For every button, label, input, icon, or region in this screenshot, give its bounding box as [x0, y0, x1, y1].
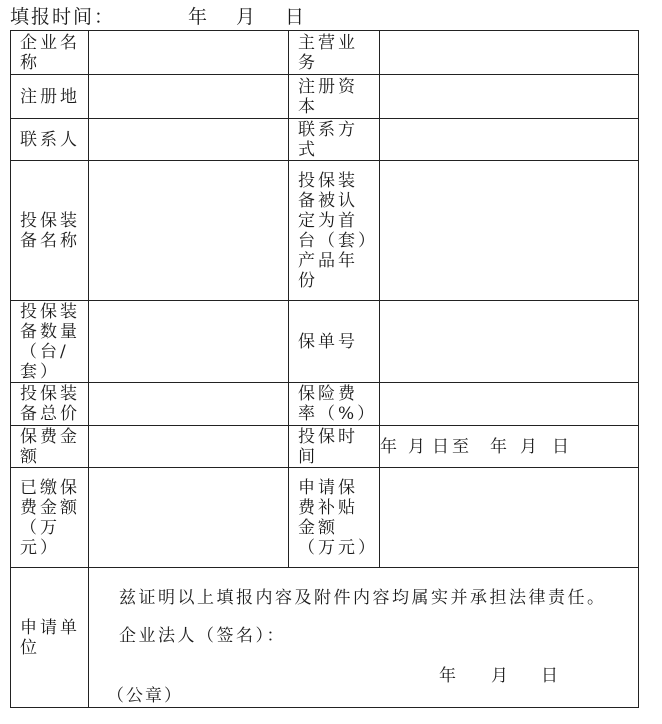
insurance-period-label: 投保时间 [289, 426, 380, 468]
first-set-year-label: 投保装备被认定为首台（套）产品年份 [289, 161, 380, 301]
signature-day: 日 [541, 666, 561, 686]
registered-capital-field[interactable] [380, 75, 639, 119]
insurance-period-field[interactable] [380, 426, 639, 468]
declaration-cell[interactable] [89, 568, 639, 708]
company-name-field[interactable] [89, 31, 289, 75]
table-row [11, 468, 639, 568]
premium-rate-field[interactable] [380, 383, 639, 426]
registered-address-label: 注册地 [11, 75, 89, 119]
official-seal-label: （公章） [107, 686, 183, 706]
company-name-label: 企业名称 [11, 31, 89, 75]
table-row [11, 31, 639, 75]
legal-rep-signature-label: 企业法人（签名）： [119, 626, 286, 646]
period-year-1: 年 [380, 436, 400, 457]
contact-method-label: 联系方式 [289, 119, 380, 161]
table-row [11, 161, 639, 301]
period-day-2: 日 [552, 436, 572, 457]
table-row [11, 426, 639, 468]
period-year-2: 年 [490, 436, 510, 457]
applicant-label: 申请单位 [11, 568, 89, 708]
equipment-quantity-label: 投保装备数量（台/套） [11, 301, 89, 383]
table-row [11, 383, 639, 426]
main-business-field[interactable] [380, 31, 639, 75]
subsidy-amount-field[interactable] [380, 468, 639, 568]
contact-person-label: 联系人 [11, 119, 89, 161]
equipment-total-price-label: 投保装备总价 [11, 383, 89, 426]
equipment-total-price-field[interactable] [89, 383, 289, 426]
premium-amount-field[interactable] [89, 426, 289, 468]
first-set-year-field[interactable] [380, 161, 639, 301]
premium-amount-label: 保费金额 [11, 426, 89, 468]
fill-date-month: 月 [236, 6, 258, 28]
signature-month: 月 [491, 666, 511, 686]
table-row [11, 119, 639, 161]
premium-rate-label: 保险费率（%） [289, 383, 380, 426]
contact-person-field[interactable] [89, 119, 289, 161]
paid-premium-label: 已缴保费金额（万元） [11, 468, 89, 568]
policy-number-field[interactable] [380, 301, 639, 383]
equipment-name-field[interactable] [89, 161, 289, 301]
table-row [11, 75, 639, 119]
period-month-2: 月 [520, 436, 540, 457]
fill-date-label: 填报时间： [10, 6, 116, 28]
policy-number-label: 保单号 [289, 301, 380, 383]
fill-date-day: 日 [285, 6, 307, 28]
fill-date-year: 年 [188, 6, 210, 28]
fill-date-header [10, 2, 610, 30]
main-business-label: 主营业务 [289, 31, 380, 75]
signature-year: 年 [439, 666, 459, 686]
table-row [11, 568, 639, 708]
contact-method-field[interactable] [380, 119, 639, 161]
registered-capital-label: 注册资本 [289, 75, 380, 119]
period-day-to: 日至 [432, 436, 472, 457]
declaration-statement: 兹证明以上填报内容及附件内容均属实并承担法律责任。 [119, 588, 607, 608]
signature-date [439, 666, 561, 686]
period-month-1: 月 [408, 436, 428, 457]
application-form-table [10, 30, 639, 708]
equipment-name-label: 投保装备名称 [11, 161, 89, 301]
table-row [11, 301, 639, 383]
paid-premium-field[interactable] [89, 468, 289, 568]
registered-address-field[interactable] [89, 75, 289, 119]
subsidy-amount-label: 申请保费补贴金额（万元） [289, 468, 380, 568]
equipment-quantity-field[interactable] [89, 301, 289, 383]
